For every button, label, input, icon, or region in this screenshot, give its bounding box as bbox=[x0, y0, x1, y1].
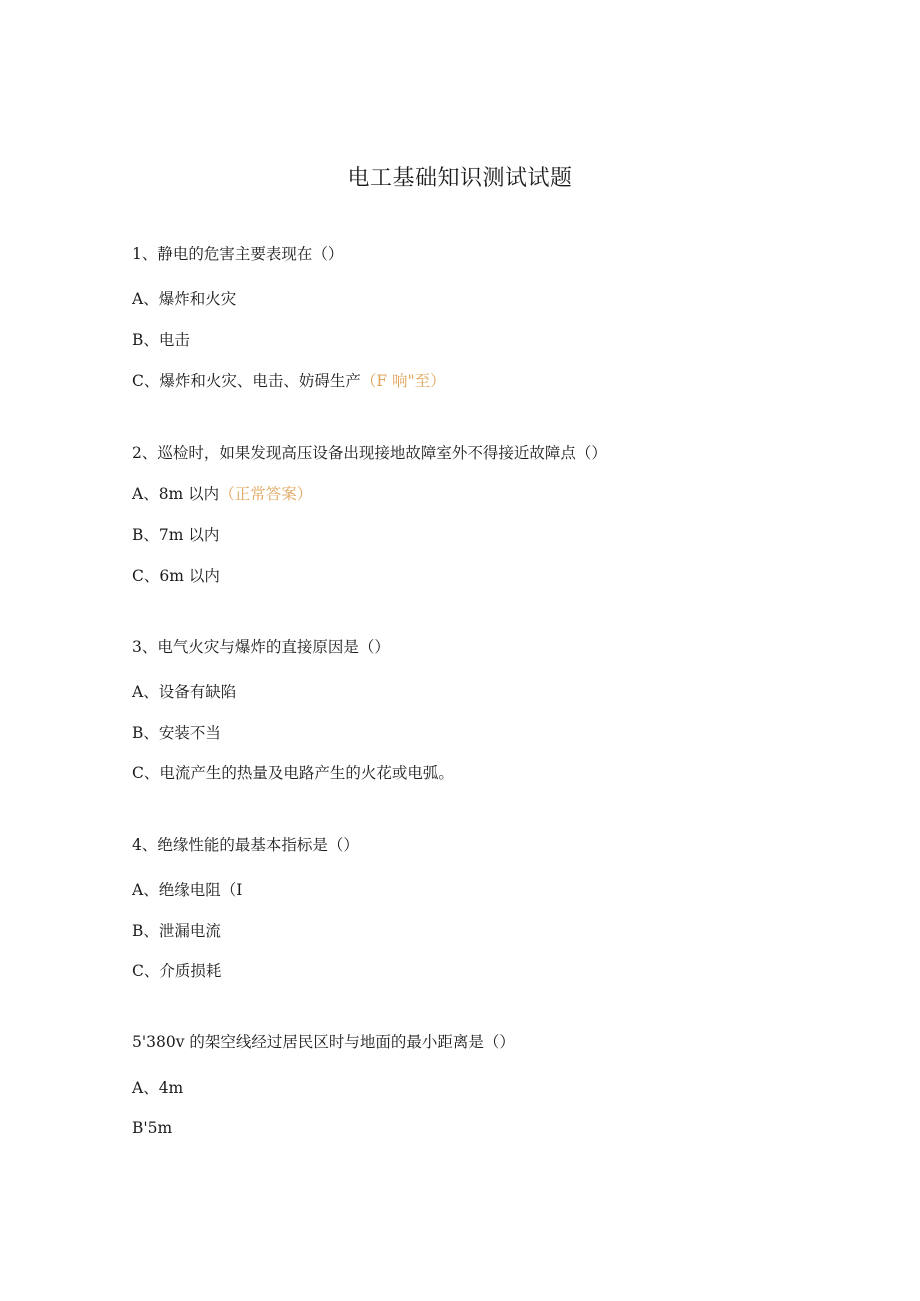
question-5-option-b bbox=[132, 1117, 172, 1139]
option-text: A、设备有缺陷 bbox=[132, 683, 237, 701]
question-4-option-a bbox=[132, 879, 242, 901]
option-text: C、爆炸和火灾、电击、妨碍生产 bbox=[132, 372, 361, 390]
question-2-stem: 2、巡检时，如果发现高压设备出现接地故障室外不得接近故障点（） bbox=[132, 444, 607, 462]
question-5-option-a bbox=[132, 1077, 183, 1099]
question-3-option-b bbox=[132, 722, 221, 744]
question-1-option-c bbox=[132, 370, 446, 392]
option-text: A、8m 以内 bbox=[132, 485, 220, 503]
question-4-option-b bbox=[132, 920, 221, 942]
question-5-stem: 5'380v 的架空线经过居民区时与地面的最小距离是（） bbox=[132, 1033, 515, 1051]
option-text: B、泄漏电流 bbox=[132, 922, 221, 940]
question-3-option-c bbox=[132, 762, 454, 784]
answer-mark: （正常答案） bbox=[219, 485, 313, 503]
option-text: B'5m bbox=[132, 1119, 173, 1137]
option-text: A、爆炸和火灾 bbox=[132, 290, 237, 308]
question-2-option-a bbox=[132, 483, 312, 505]
question-4-stem: 4、绝缘性能的最基本指标是（） bbox=[132, 836, 359, 854]
option-text: A、4m bbox=[132, 1079, 184, 1097]
option-text: C、介质损耗 bbox=[132, 962, 222, 980]
option-text: A、绝缘电阻（I bbox=[132, 881, 243, 899]
answer-mark: （F 响"至） bbox=[360, 372, 446, 390]
question-1-option-a bbox=[132, 288, 236, 310]
question-3-option-a bbox=[132, 681, 236, 703]
question-1-option-b bbox=[132, 329, 190, 351]
option-text: B、安装不当 bbox=[132, 724, 221, 742]
option-text: C、6m 以内 bbox=[132, 567, 220, 585]
question-1-stem: 1、静电的危害主要表现在（） bbox=[132, 245, 344, 263]
document-title: 电工基础知识测试试题 bbox=[347, 166, 573, 191]
question-3-stem: 3、电气火灾与爆炸的直接原因是（） bbox=[132, 638, 390, 656]
question-2-option-b bbox=[132, 524, 219, 546]
question-2-option-c bbox=[132, 565, 220, 587]
option-text: C、电流产生的热量及电路产生的火花或电弧。 bbox=[132, 764, 454, 782]
question-4-option-c bbox=[132, 960, 221, 982]
option-text: B、7m 以内 bbox=[132, 526, 220, 544]
option-text: B、电击 bbox=[132, 331, 190, 349]
